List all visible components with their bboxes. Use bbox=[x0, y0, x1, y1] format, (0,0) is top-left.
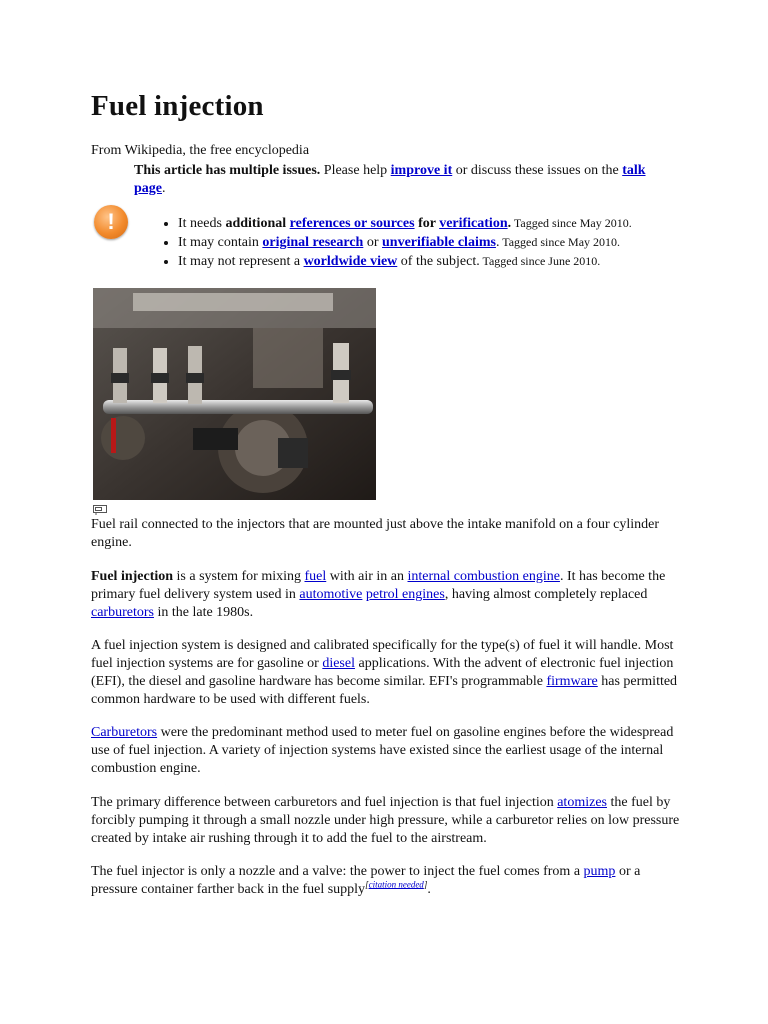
list-item: • It may not represent a worldwide view of the subject. Tagged since June 2010. bbox=[178, 252, 738, 271]
automotive-link[interactable]: automotive bbox=[299, 587, 363, 602]
pump-link[interactable]: pump bbox=[583, 864, 616, 879]
internal-combustion-engine-link[interactable]: internal combustion engine bbox=[407, 569, 560, 584]
engine-photo-drawing bbox=[93, 288, 376, 500]
citation-needed: [citation needed] bbox=[365, 879, 428, 890]
citation-needed-link[interactable]: citation needed bbox=[368, 879, 424, 890]
figure-caption: Fuel rail connected to the injectors that are mounted just above the intake manifold on a four cylinder engine. bbox=[91, 517, 659, 550]
petrol-engines-link[interactable]: petrol engines bbox=[365, 587, 445, 602]
engine-photo[interactable] bbox=[93, 288, 376, 500]
improve-it-link[interactable]: improve it bbox=[390, 163, 453, 178]
verification-link[interactable]: verification bbox=[439, 216, 508, 231]
paragraph-1: Fuel injection is a system for mixing fuel with air in an internal combustion engine. It has become the primary fuel delivery system used in automotive petrol engines, having almost completely replaced carburetors in the late 1980s. bbox=[91, 569, 666, 620]
ambox-bold: This article has multiple issues. bbox=[134, 163, 321, 178]
list-item: • It may contain original research or unverifiable claims. Tagged since May 2010. bbox=[178, 233, 738, 252]
paragraph-4: The primary difference between carburetors and fuel injection is that fuel injection atomizes the fuel by forcibly pumping it through a small nozzle under high pressure, while a carburetor relies on low pressure created by intake air rushing through it to add the fuel to the airstream. bbox=[91, 795, 680, 846]
exclamation-icon: ! bbox=[94, 205, 128, 239]
carburetors-link-2[interactable]: Carburetors bbox=[91, 725, 158, 740]
talk-page-link[interactable]: talk page bbox=[134, 163, 646, 196]
ambox-message: This article has multiple issues. Please help improve it or discuss these issues on the talk page. bbox=[134, 163, 646, 196]
tag-date: Tagged since June 2010. bbox=[479, 254, 601, 268]
enlarge-icon[interactable] bbox=[93, 505, 107, 515]
tagline: From Wikipedia, the free encyclopedia bbox=[91, 143, 310, 158]
paragraph-2: A fuel injection system is designed and calibrated specifically for the type(s) of fuel it will handle. Most fuel injection systems are for gasoline or diesel applications. With the advent of electronic fuel injection (EFI), the diesel and gasoline hardware has become similar. EFI's programmable firmware has permitted common hardware to be used with different fuels. bbox=[91, 638, 678, 707]
paragraph-5: The fuel injector is only a nozzle and a valve: the power to inject the fuel comes from a pump or a pressure container farther back in the fuel supply[citation needed]. bbox=[91, 864, 641, 897]
atomizes-link[interactable]: atomizes bbox=[557, 795, 607, 810]
worldwide-view-link[interactable]: worldwide view bbox=[303, 254, 398, 269]
unverifiable-claims-link[interactable]: unverifiable claims bbox=[382, 235, 496, 250]
original-research-link[interactable]: original research bbox=[262, 235, 364, 250]
paragraph-3: Carburetors were the predominant method used to meter fuel on gasoline engines before the widespread use of fuel injection. A variety of injection systems have existed since the earliest usage of the internal combustion engine. bbox=[91, 725, 674, 776]
list-item: • It needs additional references or sources for verification. Tagged since May 2010. bbox=[178, 214, 738, 233]
tag-date: Tagged since May 2010. bbox=[511, 216, 632, 230]
firmware-link[interactable]: firmware bbox=[546, 674, 598, 689]
fuel-link[interactable]: fuel bbox=[304, 569, 327, 584]
diesel-link[interactable]: diesel bbox=[322, 656, 355, 671]
issues-list bbox=[134, 214, 738, 271]
references-link[interactable]: references or sources bbox=[289, 216, 415, 231]
page-title: Fuel injection bbox=[91, 90, 264, 122]
tag-date: Tagged since May 2010. bbox=[499, 235, 621, 249]
carburetors-link[interactable]: carburetors bbox=[91, 605, 154, 620]
